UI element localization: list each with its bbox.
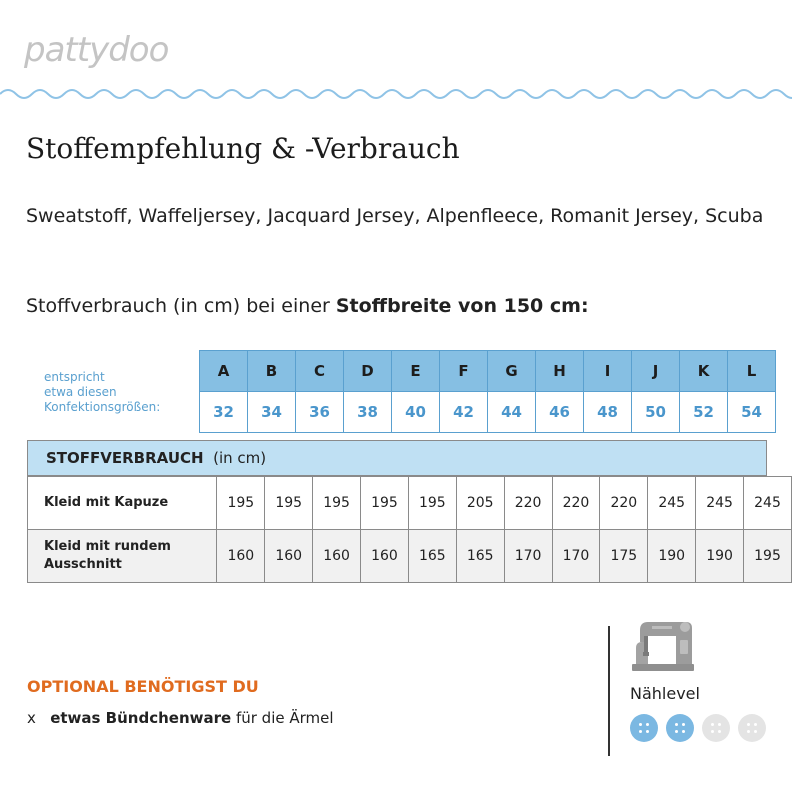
skill-button-empty-icon bbox=[702, 714, 730, 742]
size-label-line: Konfektionsgrößen: bbox=[44, 400, 161, 414]
size-number-row bbox=[200, 392, 776, 433]
usage-value-cell: 160 bbox=[265, 530, 313, 583]
size-number-cell: 38 bbox=[344, 392, 392, 433]
skill-level-indicator bbox=[630, 714, 766, 742]
usage-table-header bbox=[27, 440, 767, 476]
optional-item bbox=[27, 709, 334, 727]
size-number-cell: 50 bbox=[632, 392, 680, 433]
size-label-line: entspricht bbox=[44, 370, 105, 384]
pattydoo-logo: pattydoo bbox=[24, 30, 169, 70]
size-letter-cell: E bbox=[392, 351, 440, 392]
skill-button-filled-icon bbox=[666, 714, 694, 742]
size-number-cell: 48 bbox=[584, 392, 632, 433]
usage-intro-bold: Stoffbreite von 150 cm: bbox=[335, 295, 589, 317]
size-letter-cell: G bbox=[488, 351, 536, 392]
size-letter-row bbox=[200, 351, 776, 392]
usage-value-cell: 165 bbox=[456, 530, 504, 583]
usage-value-cell: 245 bbox=[744, 477, 792, 530]
row-label-line: Kleid mit rundem bbox=[44, 539, 171, 554]
skill-level-label: Nählevel bbox=[630, 684, 700, 703]
wave-divider bbox=[0, 84, 792, 104]
usage-value-cell: 190 bbox=[696, 530, 744, 583]
skill-button-empty-icon bbox=[738, 714, 766, 742]
size-number-cell: 32 bbox=[200, 392, 248, 433]
usage-value-cell: 245 bbox=[696, 477, 744, 530]
usage-intro-prefix: Stoffverbrauch (in cm) bei einer bbox=[26, 295, 336, 317]
usage-value-cell: 195 bbox=[217, 477, 265, 530]
usage-value-cell: 195 bbox=[265, 477, 313, 530]
row-label bbox=[28, 530, 217, 583]
usage-value-cell: 220 bbox=[600, 477, 648, 530]
usage-value-cell: 245 bbox=[648, 477, 696, 530]
size-letter-cell: B bbox=[248, 351, 296, 392]
usage-value-cell: 175 bbox=[600, 530, 648, 583]
usage-value-cell: 195 bbox=[361, 477, 409, 530]
size-number-cell: 52 bbox=[680, 392, 728, 433]
fabric-list: Sweatstoff, Waffeljersey, Jacquard Jersey, Alpenfleece, Romanit Jersey, Scuba bbox=[26, 205, 764, 227]
usage-value-cell: 220 bbox=[552, 477, 600, 530]
size-letter-cell: L bbox=[728, 351, 776, 392]
usage-value-cell: 160 bbox=[313, 530, 361, 583]
bullet: x bbox=[27, 709, 36, 727]
usage-value-cell: 205 bbox=[456, 477, 504, 530]
size-table bbox=[199, 350, 776, 433]
table-row bbox=[28, 477, 792, 530]
vertical-divider bbox=[608, 626, 610, 756]
size-number-cell: 46 bbox=[536, 392, 584, 433]
size-number-cell: 36 bbox=[296, 392, 344, 433]
size-letter-cell: D bbox=[344, 351, 392, 392]
optional-title: OPTIONAL BENÖTIGST DU bbox=[27, 677, 259, 696]
size-number-cell: 42 bbox=[440, 392, 488, 433]
size-number-cell: 44 bbox=[488, 392, 536, 433]
usage-value-cell: 170 bbox=[504, 530, 552, 583]
size-letter-cell: C bbox=[296, 351, 344, 392]
optional-item-rest: für die Ärmel bbox=[231, 709, 334, 727]
row-label-line: Ausschnitt bbox=[44, 557, 122, 572]
size-letter-cell: I bbox=[584, 351, 632, 392]
usage-value-cell: 160 bbox=[361, 530, 409, 583]
size-label-line: etwa diesen bbox=[44, 385, 117, 399]
usage-value-cell: 160 bbox=[217, 530, 265, 583]
size-letter-cell: K bbox=[680, 351, 728, 392]
row-label: Kleid mit Kapuze bbox=[28, 477, 217, 530]
skill-button-filled-icon bbox=[630, 714, 658, 742]
usage-header-bold: STOFFVERBRAUCH bbox=[46, 449, 204, 467]
size-letter-cell: A bbox=[200, 351, 248, 392]
size-letter-cell: H bbox=[536, 351, 584, 392]
usage-value-cell: 190 bbox=[648, 530, 696, 583]
usage-value-cell: 165 bbox=[408, 530, 456, 583]
size-number-cell: 34 bbox=[248, 392, 296, 433]
usage-header-unit: (in cm) bbox=[213, 449, 267, 467]
usage-value-cell: 195 bbox=[313, 477, 361, 530]
size-number-cell: 40 bbox=[392, 392, 440, 433]
usage-value-cell: 170 bbox=[552, 530, 600, 583]
usage-table bbox=[27, 476, 792, 583]
optional-item-bold: etwas Bündchenware bbox=[50, 709, 232, 727]
usage-intro bbox=[26, 295, 589, 317]
usage-value-cell: 195 bbox=[744, 530, 792, 583]
size-letter-cell: F bbox=[440, 351, 488, 392]
table-row bbox=[28, 530, 792, 583]
sewing-machine-icon bbox=[630, 614, 700, 676]
size-label bbox=[44, 370, 160, 415]
usage-value-cell: 195 bbox=[408, 477, 456, 530]
size-number-cell: 54 bbox=[728, 392, 776, 433]
page-title: Stoffempfehlung & -Verbrauch bbox=[26, 132, 460, 165]
size-letter-cell: J bbox=[632, 351, 680, 392]
usage-value-cell: 220 bbox=[504, 477, 552, 530]
